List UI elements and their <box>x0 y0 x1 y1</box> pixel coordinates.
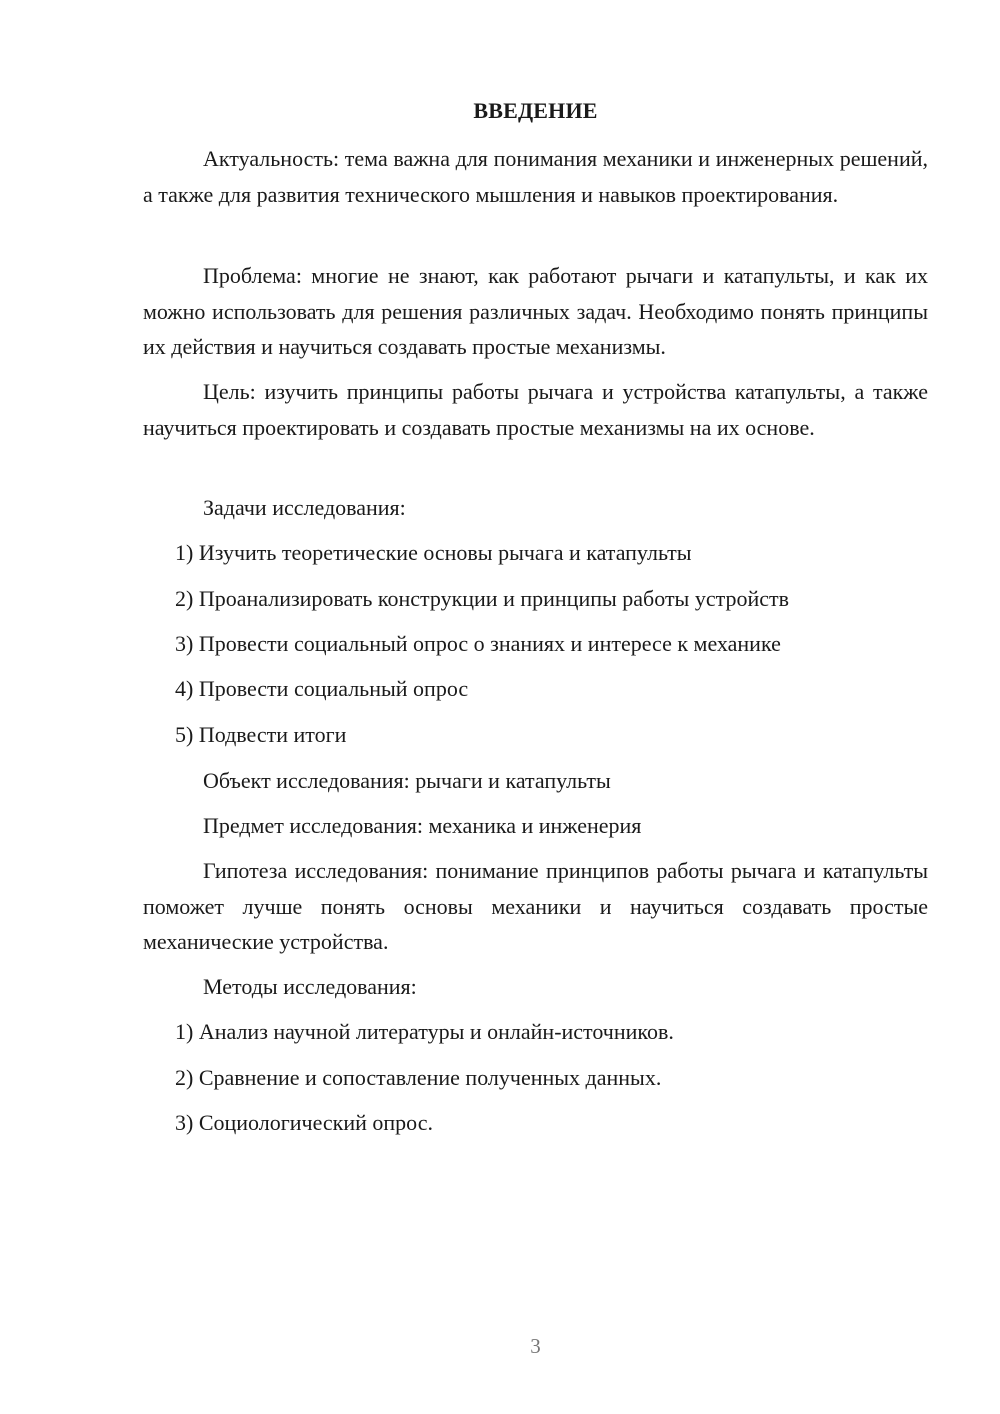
goal-paragraph: Цель: изучить принципы работы рычага и устройства катапульты, а также научиться проектировать и создавать простые механизмы на их основе. <box>143 379 928 440</box>
document-page <box>143 0 928 1414</box>
relevance-paragraph: Актуальность: тема важна для понимания механики и инженерных решений, а также для развития технического мышления и навыков проектирования. <box>143 146 928 207</box>
page-number: 3 <box>530 1334 541 1358</box>
method-item: 1) Анализ научной литературы и онлайн-источников. <box>175 1019 674 1044</box>
section-title: ВВЕДЕНИЕ <box>473 98 598 123</box>
tasks-heading: Задачи исследования: <box>203 495 406 520</box>
method-item: 2) Сравнение и сопоставление полученных данных. <box>175 1065 662 1090</box>
task-item: 4) Провести социальный опрос <box>175 676 469 701</box>
research-subject: Предмет исследования: механика и инженерия <box>203 813 642 838</box>
method-item: 3) Социологический опрос. <box>175 1110 433 1135</box>
methods-heading: Методы исследования: <box>203 974 417 999</box>
research-object: Объект исследования: рычаги и катапульты <box>203 768 611 793</box>
task-item: 1) Изучить теоретические основы рычага и катапульты <box>175 540 692 565</box>
task-item: 5) Подвести итоги <box>175 722 347 747</box>
task-item: 3) Провести социальный опрос о знаниях и интересе к механике <box>175 631 781 656</box>
hypothesis-paragraph: Гипотеза исследования: понимание принципов работы рычага и катапульты поможет лучше понять основы механики и научиться создавать простые механические устройства. <box>143 858 928 954</box>
problem-paragraph: Проблема: многие не знают, как работают рычаги и катапульты, и как их можно использовать для решения различных задач. Необходимо понять принципы их действия и научиться создавать простые механизмы. <box>143 263 928 359</box>
task-item: 2) Проанализировать конструкции и принципы работы устройств <box>175 586 790 611</box>
